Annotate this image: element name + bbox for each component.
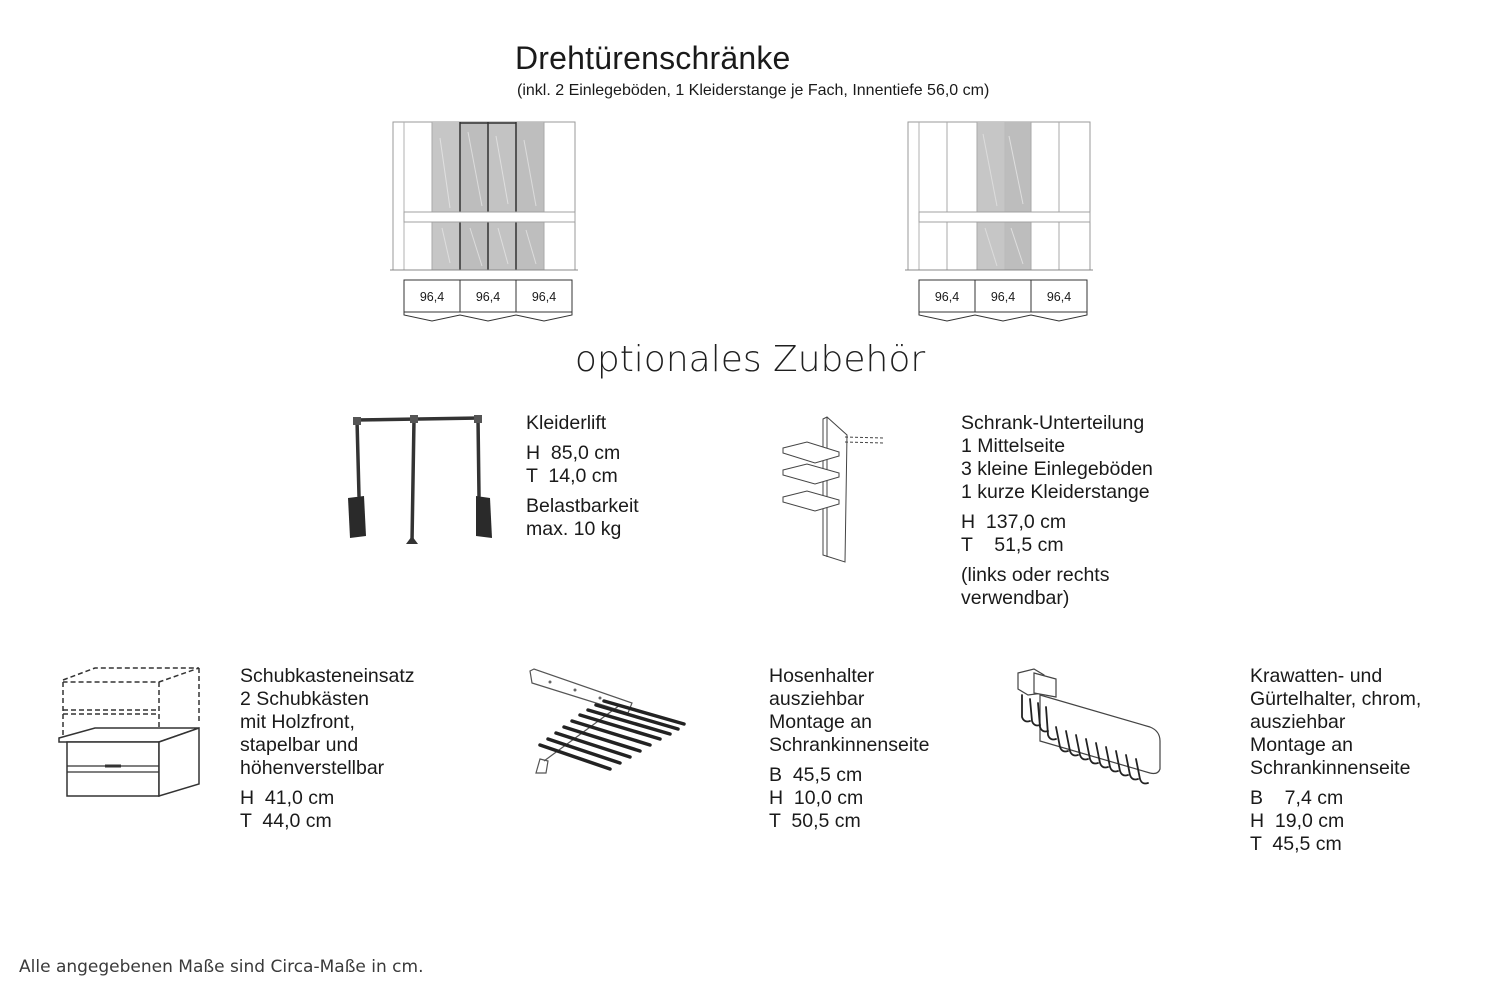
hosenhalter-name: Hosenhalter [769, 665, 875, 687]
unterteilung-note-2: verwendbar) [961, 587, 1070, 609]
krawattenhalter-name: Krawatten- und [1250, 665, 1383, 687]
wardrobe-2-width-2: 96,4 [990, 290, 1016, 304]
hosenhalter-height: H 10,0 cm [769, 787, 864, 809]
krawattenhalter-line-4: Schrankinnenseite [1250, 757, 1411, 779]
unterteilung-name: Schrank-Unterteilung [961, 412, 1145, 434]
kleiderlift-text [526, 412, 639, 541]
schubkasten-illustration [55, 662, 205, 802]
hosenhalter-line-3: Schrankinnenseite [769, 734, 930, 756]
krawattenhalter-width: B 7,4 cm [1250, 787, 1344, 809]
hosenhalter-line-1: ausziehbar [769, 688, 865, 710]
unterteilung-illustration [775, 415, 890, 565]
schubkasten-line-4: höhenverstellbar [240, 757, 385, 779]
schubkasten-line-1: 2 Schubkästen [240, 688, 370, 710]
unterteilung-line-2: 3 kleine Einlegeböden [961, 458, 1153, 480]
hosenhalter-text [769, 665, 929, 833]
wardrobe-1-width-2: 96,4 [475, 290, 501, 304]
wardrobe-1-width-1: 96,4 [419, 290, 445, 304]
unterteilung-line-3: 1 kurze Kleiderstange [961, 481, 1150, 503]
kleiderlift-depth: T 14,0 cm [526, 465, 618, 487]
kleiderlift-load-value: max. 10 kg [526, 518, 622, 540]
hosenhalter-depth: T 50,5 cm [769, 810, 861, 832]
kleiderlift-load-label: Belastbarkeit [526, 495, 639, 517]
unterteilung-note-1: (links oder rechts [961, 564, 1110, 586]
schubkasten-depth: T 44,0 cm [240, 810, 332, 832]
hosenhalter-illustration [520, 665, 695, 780]
unterteilung-line-1: 1 Mittelseite [961, 435, 1066, 457]
krawattenhalter-illustration [1010, 665, 1170, 795]
page-title: Drehtürenschränke [515, 40, 791, 76]
kleiderlift-name: Kleiderlift [526, 412, 607, 434]
schubkasten-line-2: mit Holzfront, [240, 711, 355, 733]
krawattenhalter-line-2: ausziehbar [1250, 711, 1346, 733]
wardrobe-2-width-1: 96,4 [934, 290, 960, 304]
schubkasten-name: Schubkasteneinsatz [240, 665, 415, 687]
kleiderlift-height: H 85,0 cm [526, 442, 621, 464]
krawattenhalter-depth: T 45,5 cm [1250, 833, 1342, 855]
wardrobe-illustration-1 [390, 118, 590, 328]
krawattenhalter-text [1250, 665, 1421, 856]
page-subtitle: (inkl. 2 Einlegeböden, 1 Kleiderstange je Fach, Innentiefe 56,0 cm) [517, 82, 990, 99]
schubkasten-text [240, 665, 415, 833]
krawattenhalter-line-3: Montage an [1250, 734, 1353, 756]
wardrobe-illustration-2 [905, 118, 1105, 328]
krawattenhalter-height: H 19,0 cm [1250, 810, 1345, 832]
section-title: optionales Zubehör [574, 339, 926, 380]
hosenhalter-width: B 45,5 cm [769, 764, 863, 786]
schubkasten-line-3: stapelbar und [240, 734, 359, 756]
unterteilung-depth: T 51,5 cm [961, 534, 1064, 556]
kleiderlift-illustration [340, 410, 500, 555]
schubkasten-height: H 41,0 cm [240, 787, 335, 809]
wardrobe-2-width-3: 96,4 [1046, 290, 1072, 304]
unterteilung-height: H 137,0 cm [961, 511, 1067, 533]
hosenhalter-line-2: Montage an [769, 711, 872, 733]
footer-note: Alle angegebenen Maße sind Circa-Maße in cm. [19, 957, 424, 977]
wardrobe-1-width-3: 96,4 [531, 290, 557, 304]
krawattenhalter-line-1: Gürtelhalter, chrom, [1250, 688, 1422, 710]
unterteilung-text [961, 412, 1153, 610]
